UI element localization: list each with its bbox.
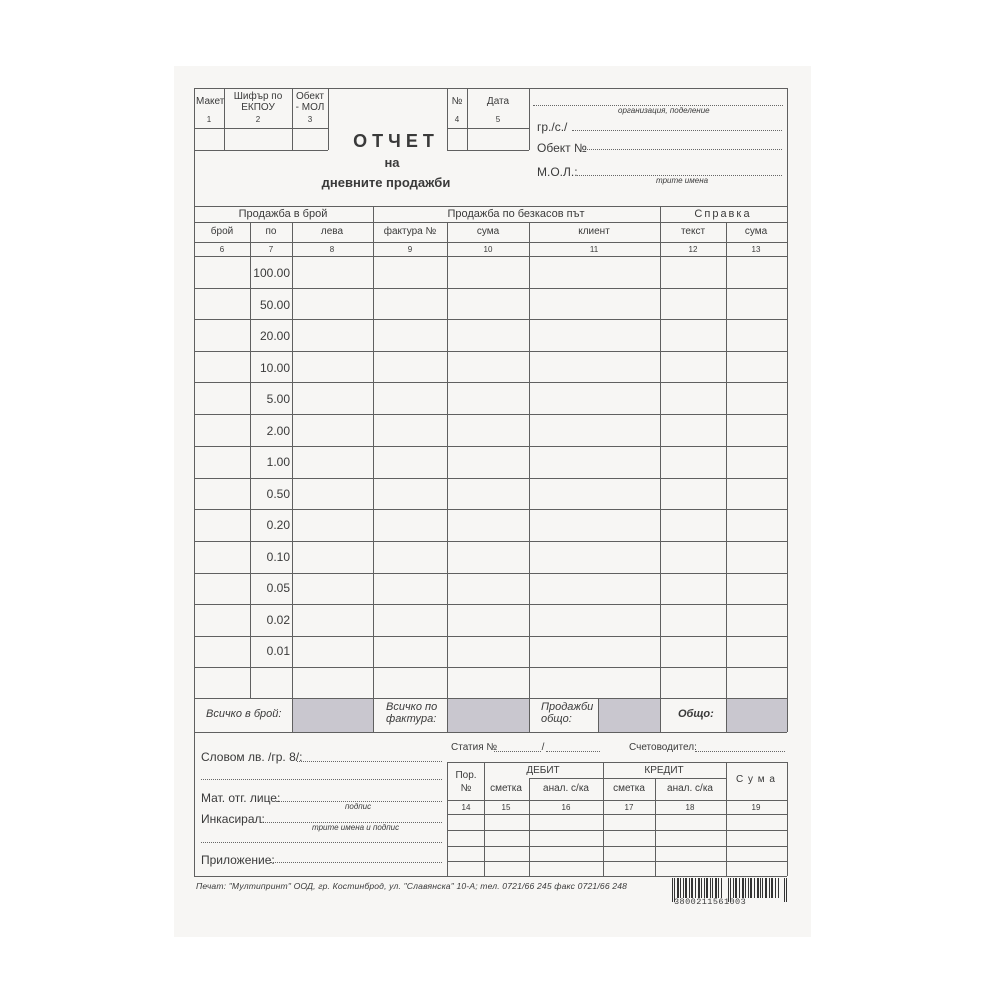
report-subtitle-on: на: [384, 155, 400, 170]
org-caption: организация, поделение: [618, 106, 710, 115]
col-invoice: фактура №: [383, 226, 437, 237]
col-number-10: 10: [483, 245, 493, 254]
words-label: Словом лв. /гр. 8/:: [201, 750, 303, 764]
col-number-12: 12: [688, 245, 698, 254]
total-invoice-label: Всичко по фактура:: [386, 701, 438, 725]
ledger-number-17: 17: [624, 803, 634, 812]
grand-total-cell[interactable]: [727, 699, 787, 732]
total-invoice-cell[interactable]: [448, 699, 529, 732]
box-maket-number: 1: [206, 115, 212, 124]
barcode-digits: 3800211561003: [674, 897, 747, 907]
report-title: ОТЧЕТ: [353, 131, 439, 151]
object-number-label: Обект №: [537, 141, 587, 155]
denomination: 0.05: [266, 581, 290, 595]
denomination: 0.01: [266, 644, 290, 658]
box-date-label: Дата: [486, 96, 510, 107]
box-maket-label: Макет: [196, 96, 225, 107]
group-cash-sale: Продажба в брой: [238, 208, 328, 220]
ledger-debit-analytic: анал. с/ка: [543, 783, 589, 794]
denomination: 0.10: [266, 550, 290, 564]
col-client: клиент: [578, 226, 610, 237]
group-reference: Справка: [694, 208, 752, 220]
ledger-number-19: 19: [751, 803, 761, 812]
box-ekpou-label: Шифър по ЕКПОУ: [233, 91, 283, 113]
denomination: 50.00: [259, 298, 290, 312]
box-date-number: 5: [495, 115, 501, 124]
total-count-cell[interactable]: [293, 699, 373, 732]
ledger-sum: С у м а: [736, 774, 776, 785]
article-slash: /: [541, 742, 545, 753]
col-number-13: 13: [751, 245, 761, 254]
form-sheet: [174, 66, 811, 937]
denomination: 1.00: [266, 455, 290, 469]
ledger-por: Пор. №: [455, 770, 477, 794]
grand-total-label: Общо:: [678, 708, 714, 720]
col-number-6: 6: [219, 245, 225, 254]
total-count-label: Всичко в брой:: [206, 708, 282, 720]
col-ref-sum: сума: [744, 226, 768, 237]
ledger-credit-analytic: анал. с/ка: [667, 783, 713, 794]
denomination: 0.02: [266, 613, 290, 627]
col-sum: сума: [476, 226, 500, 237]
col-text: текст: [680, 226, 706, 237]
ledger-debit: ДЕБИТ: [526, 765, 560, 776]
col-number-8: 8: [329, 245, 335, 254]
total-sales-label: Продажби общо:: [541, 701, 594, 725]
ledger-number-14: 14: [461, 803, 471, 812]
ledger-debit-account: сметка: [490, 783, 522, 794]
denomination: 10.00: [259, 361, 290, 375]
names-caption: трите имена: [656, 176, 709, 185]
group-noncash-sale: Продажба по безкасов път: [447, 208, 585, 220]
col-number-7: 7: [268, 245, 274, 254]
col-number-9: 9: [407, 245, 413, 254]
ledger-number-18: 18: [685, 803, 695, 812]
col-count: брой: [210, 226, 234, 237]
printer-imprint: Печат: "Мултипринт" ООД, гр. Костинброд, ул. "Славянска" 10-А; тел. 0721/66 245 факс 0721/66 248: [196, 881, 628, 891]
collected-label: Инкасирал:: [201, 812, 265, 826]
box-object-number: 3: [307, 115, 313, 124]
article-label: Статия №: [451, 742, 498, 753]
responsible-label: Мат. отг. лице:: [201, 791, 281, 805]
box-no-number: 4: [454, 115, 460, 124]
report-subtitle: дневните продажби: [321, 175, 451, 190]
denomination: 100.00: [253, 266, 290, 280]
attachment-label: Приложение:: [201, 853, 275, 867]
ledger-number-16: 16: [561, 803, 571, 812]
denomination: 2.00: [266, 424, 290, 438]
col-per: по: [265, 226, 277, 237]
total-sales-cell[interactable]: [599, 699, 660, 732]
names-signature-caption: трите имена и подпис: [312, 823, 400, 832]
denomination: 0.20: [266, 518, 290, 532]
mol-label: М.О.Л.:: [537, 165, 578, 179]
col-number-11: 11: [589, 245, 599, 254]
city-label: гр./с./: [537, 120, 568, 134]
accountant-label: Счетоводител:: [629, 742, 697, 753]
ledger-credit: КРЕДИТ: [644, 765, 684, 776]
col-leva: лева: [320, 226, 344, 237]
signature-caption: подпис: [345, 802, 372, 811]
ledger-number-15: 15: [501, 803, 511, 812]
ledger-credit-account: сметка: [613, 783, 645, 794]
box-no-label: №: [451, 96, 463, 107]
denomination: 5.00: [266, 392, 290, 406]
denomination: 20.00: [259, 329, 290, 343]
denomination: 0.50: [266, 487, 290, 501]
box-ekpou-number: 2: [255, 115, 261, 124]
box-object-label: Обект - МОЛ: [295, 91, 325, 113]
